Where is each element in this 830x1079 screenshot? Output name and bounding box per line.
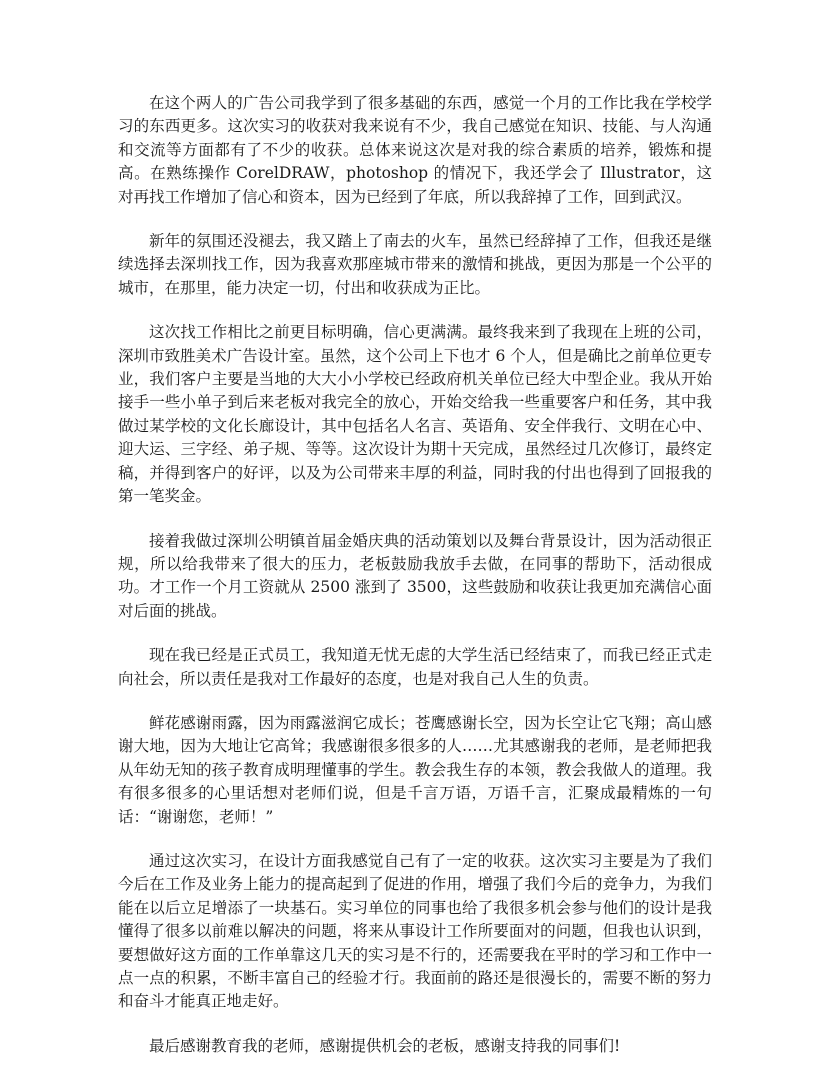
paragraph-3: 这次找工作相比之前更目标明确，信心更满满。最终我来到了我现在上班的公司，深圳市致胜美术广告设计室。虽然，这个公司上下也才 6 个人，但是确比之前单位更专业，我们客户主要是当地的大大小小学校已经政府机关单位已经大中型企业。我从开始接手一些小单子到后来老板对我完全的放心，开始交给我一些重要客户和任务，其中我做过某学校的文化长廊设计，其中包括名人名言、英语角、安全伴我行、文明在心中、迎大运、三字经、弟子规、等等。这次设计为期十天完成，虽然经过几次修订，最终定稿，并得到客户的好评，以及为公司带来丰厚的利益，同时我的付出也得到了回报我的第一笔奖金。	[118, 323, 712, 506]
paragraph-1: 在这个两人的广告公司我学到了很多基础的东西，感觉一个月的工作比我在学校学习的东西更多。这次实习的收获对我来说有不少，我自己感觉在知识、技能、与人沟通和交流等方面都有了不少的收获。总体来说这次是对我的综合素质的培养，锻炼和提高。在熟练操作 CorelDRAW，photoshop 的情况下，我还学会了 Illustrator，这对再找工作增加了信心和资本，因为已经到了年底，所以我辞掉了工作，回到武汉。	[118, 94, 712, 206]
paragraph-5: 现在我已经是正式员工，我知道无忧无虑的大学生活已经结束了，而我已经正式走向社会，所以责任是我对工作最好的态度，也是对我自己人生的负责。	[118, 646, 712, 688]
paragraph-2: 新年的氛围还没褪去，我又踏上了南去的火车，虽然已经辞掉了工作，但我还是继续选择去深圳找工作，因为我喜欢那座城市带来的激情和挑战，更因为那是一个公平的城市，在那里，能力决定一切，付出和收获成为正比。	[118, 232, 712, 297]
paragraph-4: 接着我做过深圳公明镇首届金婚庆典的活动策划以及舞台背景设计，因为活动很正规，所以给我带来了很大的压力，老板鼓励我放手去做，在同事的帮助下，活动很成功。才工作一个月工资就从 2500 涨到了 3500，这些鼓励和收获让我更加充满信心面对后面的挑战。	[118, 531, 712, 620]
paragraph-8: 最后感谢教育我的老师，感谢提供机会的老板，感谢支持我的同事们!	[149, 1036, 621, 1055]
document-body	[118, 92, 712, 1079]
paragraph-6: 鲜花感谢雨露，因为雨露滋润它成长；苍鹰感谢长空，因为长空让它飞翔；高山感谢大地，因为大地让它高耸；我感谢很多很多的人……尤其感谢我的老师，是老师把我从年幼无知的孩子教育成明理懂事的学生。教会我生存的本领，教会我做人的道理。我有很多很多的心里话想对老师们说，但是千言万语，万语千言，汇聚成最精炼的一句话：“谢谢您，老师！”	[118, 713, 712, 826]
paragraph-7: 通过这次实习，在设计方面我感觉自己有了一定的收获。这次实习主要是为了我们今后在工作及业务上能力的提高起到了促进的作用，增强了我们今后的竞争力，为我们能在以后立足增添了一块基石。实习单位的同事也给了我很多机会参与他们的设计是我懂得了很多以前难以解决的问题，将来从事设计工作所要面对的问题，但我也认识到，要想做好这方面的工作单靠这几天的实习是不行的，还需要我在平时的学习和工作中一点一点的积累，不断丰富自己的经验才行。我面前的路还是很漫长的，需要不断的努力和奋斗才能真正地走好。	[118, 851, 712, 1011]
